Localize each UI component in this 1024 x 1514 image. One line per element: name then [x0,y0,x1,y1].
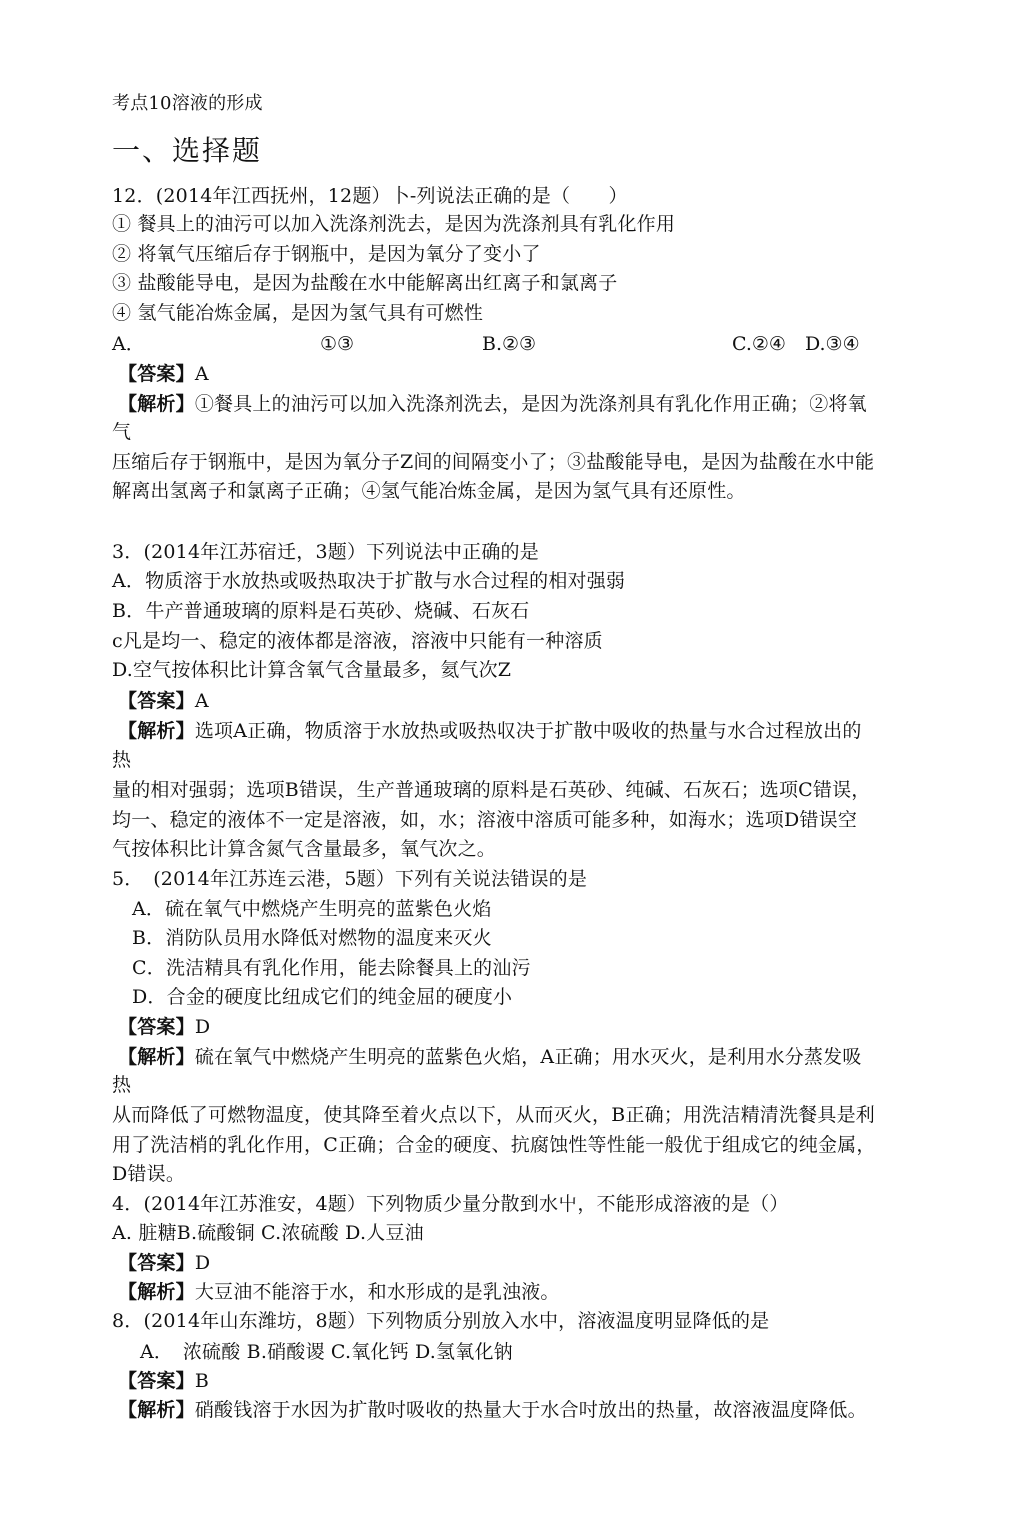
analysis-label: 【解析】 [118,720,195,742]
analysis-text: 硫在氧气中燃烧产生明亮的蓝紫色火焰，A正确；用水灭火，是利用水分蒸发吸 [194,1046,862,1068]
question-5-analysis-5: D错误。 [112,1163,186,1185]
question-3-analysis-2: 热 [112,749,132,771]
question-3-analysis-3: 量的相对强弱；选项B错误，生产普通玻璃的原料是石英砂、纯碱、石灰石；选项C错误， [112,779,871,801]
answer-label: 【答案】 [118,1370,195,1392]
question-4-stem: 4．(2014年江苏淮安，4题）下列物质少量分散到水屮，不能形成溶液的是（） [112,1193,789,1215]
question-5-item-d: D．合金的硬度比纽成它们的纯金屈的硬度小 [132,986,513,1008]
question-3-item-a: A．物质溶于水放热或吸热取决于扩散与水合过程的相对强弱 [112,570,626,592]
question-8-analysis [118,1396,867,1424]
question-3-answer [118,687,209,715]
question-3-item-b: B．牛产普通玻璃的原料是石英砂、烧碱、石灰石 [112,600,530,622]
question-3-analysis-4: 均一、稳定的液体不一定是溶液，如，水；溶液中溶质可能多种，如海水；选项D错误空 [112,809,858,831]
question-5-answer [118,1013,210,1041]
question-8-answer [118,1367,209,1395]
document-title: 考点10溶液的形成 [112,93,263,114]
question-12-analysis-3: 压缩后存于钢瓶中，是因为氧分子Z间的间隔变小了；③盐酸能导电，是因为盐酸在水中能 [112,451,875,473]
question-4-answer [118,1249,210,1277]
question-3-item-c: c凡是均一、稳定的液体都是溶液，溶液中只能有一种溶质 [112,630,603,652]
answer-value: A [194,363,209,385]
answer-label: 【答案】 [118,1252,195,1274]
question-8-options: A． 浓硫酸 B.硝酸谡 C.氧化钙 D.氢氧化钠 [140,1341,513,1363]
question-12-item-3: ③ 盐酸能导电，是因为盐酸在水中能解离出红离子和氯离子 [112,272,618,294]
question-12-options [112,330,912,358]
analysis-label: 【解析】 [118,1399,195,1421]
question-12-analysis-1 [118,390,867,418]
question-5-item-b: B．消防队员用水降低对燃物的温度来灭火 [132,927,492,949]
question-12-analysis-2: 气 [112,421,132,443]
analysis-label: 【解析】 [118,1046,195,1068]
option-a-label: A． [112,333,145,355]
answer-value: D [194,1016,211,1038]
question-5-item-c: C．洗洁精具有乳化作用，能去除餐具上的汕污 [132,957,531,979]
question-12-answer [118,360,209,388]
answer-value: B [194,1370,209,1392]
answer-label: 【答案】 [118,690,195,712]
question-5-stem: 5． (2014年江苏连云港，5题）下列有关说法错误的是 [112,868,588,890]
question-8-stem: 8．(2014年山东潍坊，8题）下列物质分别放入水中，溶液温度明显降低的是 [112,1310,770,1332]
question-12-item-1: ① 餐具上的油污可以加入洗涤剂洗去，是因为洗涤剂具有乳化作用 [112,213,676,235]
analysis-text: 硝酸钱溶于水因为扩散吋吸收的热量大于水合吋放出的热量，故溶液温度降低。 [194,1399,867,1421]
question-4-options: A. 脏糖B.硫酸铜 C.浓硫酸 D.人豆油 [112,1222,424,1244]
question-12-stem: 12．(2014年江西抚州，12题）卜-列说法正确的是（ ） [112,185,628,207]
question-5-analysis-4: 用了洗洁梢的乳化作用，C正确；合金的硬度、抗腐蚀性等性能一般优于组成它的纯金属， [112,1134,876,1156]
question-12-item-2: ② 将氧气压缩后存于钢瓶中，是因为氧分了变小了 [112,243,541,265]
question-5-analysis-1 [118,1043,862,1071]
answer-label: 【答案】 [118,1016,195,1038]
analysis-text: ①餐具上的油污可以加入洗涤剂洗去，是因为洗涤剂具有乳化作用正确；②将氧 [194,393,867,415]
question-5-analysis-3: 从而降低了可燃物温度，使其降至着火点以下，从而灭火，B正确；用洗洁精清洗餐具是利 [112,1104,875,1126]
answer-value: A [194,690,209,712]
option-b: B.②③ [482,333,537,355]
question-5-item-a: A．硫在氧气中燃烧产生明亮的蓝紫色火焰 [132,898,492,920]
section-heading: 一、选择题 [112,134,263,167]
analysis-text: 大豆油不能溶于水，和水形成的是乳浊液。 [194,1281,560,1303]
answer-label: 【答案】 [118,363,195,385]
question-3-analysis-1 [118,717,862,745]
analysis-text: 选项A正确，物质溶于水放热或吸热収决于扩散中吸收的热量与水合过程放出的 [194,720,862,742]
question-4-analysis [118,1278,560,1306]
analysis-label: 【解析】 [118,1281,195,1303]
question-5-analysis-2: 热 [112,1074,132,1096]
answer-value: D [194,1252,211,1274]
question-12-item-4: ④ 氢气能冶炼金属，是因为氢气具有可燃性 [112,302,484,324]
question-3-analysis-5: 气按体积比计算含氮气含量最多，氧气次之。 [112,838,497,860]
question-12-analysis-4: 解离出氢离子和氯离子正确；④氢气能冶炼金属，是因为氢气具有还原性。 [112,480,746,502]
question-3-item-d: D.空气按体积比计算含氧气含量最多，氦气次Z [112,659,512,681]
question-3-stem: 3．(2014年江苏宿迁，3题）下列说法中正确的是 [112,541,539,563]
analysis-label: 【解析】 [118,393,195,415]
option-a-value: ①③ [320,333,355,355]
option-c-d: C.②④ D.③④ [732,333,860,355]
